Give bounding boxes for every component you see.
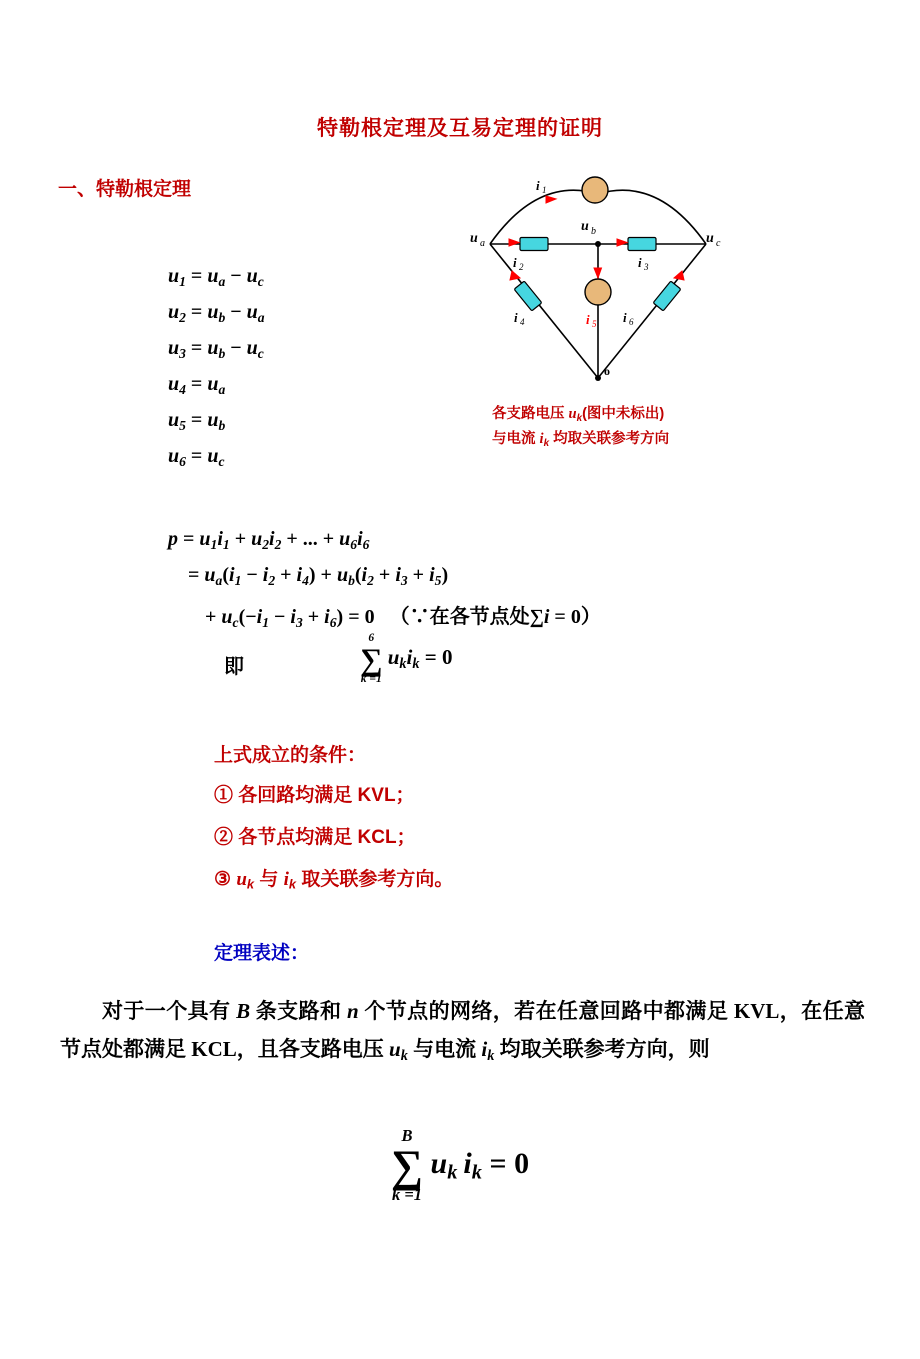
page-title: 特勒根定理及互易定理的证明 <box>317 117 603 140</box>
source-symbol-top <box>582 177 608 203</box>
power-equation-line2: = $u_a(i_1 - i_2 + i_4) + u_b(i_2 + i_3 + i_5)$ <box>188 564 449 588</box>
arrow-i5 <box>594 268 602 278</box>
label-i5-sub: 5 <box>592 319 597 329</box>
label-i3: i <box>638 255 642 270</box>
arrow-i6 <box>674 271 684 280</box>
condition-item: ③ $u_k$ 与 $i_k$ 取关联参考方向。 <box>214 869 454 892</box>
label-uc: u <box>706 231 714 246</box>
summation-body: $u_k$ $i_k = 0$ <box>430 1146 530 1184</box>
label-i5: i <box>586 312 590 327</box>
node-b-dot <box>595 241 601 247</box>
equation-row: $u_2 = u_b - u_a$ <box>168 301 265 325</box>
figure-caption-line1: 各支路电压 $u_k$(图中未标出) <box>492 406 665 424</box>
label-i2: i <box>513 255 517 270</box>
label-i6: i <box>623 310 627 325</box>
ji-label: 即 <box>224 656 244 678</box>
resistor-i3 <box>628 238 656 251</box>
condition-item: ① 各回路均满足 KVL； <box>214 785 415 806</box>
node-o-dot <box>595 375 601 381</box>
equation-row: $u_1 = u_a - u_c$ <box>168 265 264 289</box>
statement-paragraph: 对于一个具有 B 条支路和 n 个节点的网络，若在任意回路中都满足 KVL，在任意节点处都满足 KCL，且各支路电压 $u_k$ 与电流 $i_k$ 均取关联参考方向，则 <box>60 999 865 1064</box>
label-i3-sub: 3 <box>644 262 649 272</box>
label-i6-sub: 6 <box>629 317 634 327</box>
figure-caption-line2: 与电流 $i_k$ 均取关联参考方向 <box>492 430 670 449</box>
label-i1: i <box>536 178 540 193</box>
resistor-i4 <box>514 281 542 311</box>
sigma-icon: ∑ <box>390 1140 424 1191</box>
statement-heading: 定理表述： <box>214 943 310 964</box>
label-ua: u <box>470 231 478 246</box>
section-heading: 一、特勒根定理 <box>58 179 192 200</box>
summation-lower-limit: k =1 <box>360 673 382 686</box>
arrow-i2 <box>509 239 519 246</box>
label-i2-sub: 2 <box>519 262 524 272</box>
summation-upper-limit: B <box>401 1126 413 1145</box>
summation-equation-small <box>360 633 453 686</box>
label-i1-sub: 1 <box>542 185 547 195</box>
condition-item: ② 各节点均满足 KCL； <box>214 827 416 848</box>
label-uc-sub: c <box>716 238 721 249</box>
summation-equation-big <box>0 1128 920 1204</box>
label-ua-sub: a <box>480 238 485 249</box>
equation-row: $u_3 = u_b - u_c$ <box>168 337 264 361</box>
figure-caption <box>492 404 669 454</box>
equation-row: $u_5 = u_b$ <box>168 409 226 433</box>
arrow-i1 <box>546 196 556 203</box>
sigma-icon: ∑ <box>360 641 383 677</box>
label-ub-sub: b <box>591 226 596 237</box>
conditions-heading: 上式成立的条件： <box>214 745 367 766</box>
equation-row: $u_6 = u_c$ <box>168 445 225 469</box>
power-equation-line1: $p = u_1i_1 + u_2i_2$ + ... + $u_6i_6$ <box>168 528 370 552</box>
label-ub: u <box>581 219 589 234</box>
resistor-i2 <box>520 238 548 251</box>
label-i4: i <box>514 310 518 325</box>
summation-lower-limit: k =1 <box>391 1185 422 1205</box>
label-i4-sub: 4 <box>520 317 525 327</box>
arrow-i4 <box>510 271 520 280</box>
resistor-i6 <box>653 281 681 311</box>
power-equation-line3: + $u_c(-i_1 - i_3 + i_6) = 0$ （∵在各节点处∑i = 0） <box>205 606 601 630</box>
label-o: o <box>604 364 610 378</box>
summation-upper-limit: 6 <box>368 632 375 644</box>
equation-list <box>168 258 265 474</box>
summation-body: $u_ki_k = 0$ <box>387 645 453 673</box>
summation-symbol <box>360 633 382 686</box>
summation-symbol <box>391 1128 423 1204</box>
circuit-diagram <box>468 172 728 398</box>
arrow-i3 <box>617 239 627 246</box>
source-symbol-middle <box>585 279 611 305</box>
equation-row: $u_4 = u_a$ <box>168 373 226 397</box>
